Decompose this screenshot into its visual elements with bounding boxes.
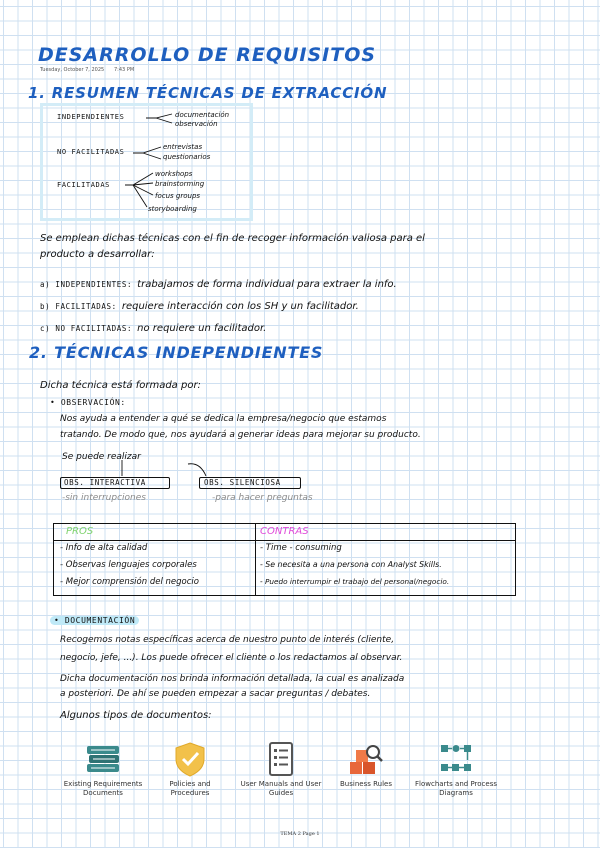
se-puede-realizar: Se puede realizar [62, 452, 141, 462]
observacion-line: tratando. De modo que, nos ayudará a generar ideas para mejorar su producto. [60, 430, 421, 440]
contras-item: - Puedo interrumpir el trabajo del personal/negocio. [260, 577, 450, 586]
doc-type-caption: Existing Requirements Documents [63, 780, 143, 797]
pros-contras-table [53, 523, 516, 596]
item-a-text: trabajamos de forma individual para extraer la info. [137, 279, 397, 290]
arrow-icon [146, 112, 174, 126]
business-rules-icon [346, 740, 386, 778]
documentacion-label [50, 616, 139, 625]
summary-item: observación [175, 120, 218, 128]
doc-type-card [62, 740, 144, 820]
contras-item: - Se necesita a una persona con Analyst Skills. [260, 560, 442, 569]
tipos-intro: Algunos tipos de documentos: [60, 710, 212, 721]
doc-type-card [410, 740, 502, 820]
observacion-line: Nos ayuda a entender a qué se dedica la empresa/negocio que estamos [60, 414, 387, 424]
contras-item: - Time - consuming [260, 543, 342, 553]
obs-silenciosa: OBS. SILENCIOSA [204, 478, 281, 487]
summary-item: questionarios [163, 153, 211, 161]
obs-interactiva-note: -sin interrupciones [62, 493, 146, 503]
shield-check-icon [170, 740, 210, 778]
table-header-rule [54, 540, 515, 541]
section1-heading: 1. RESUMEN TÉCNICAS DE EXTRACCIÓN [28, 84, 388, 102]
summary-no-facilitadas: NO FACILITADAS [57, 148, 125, 156]
obs-silenciosa-note: -para hacer preguntas [212, 493, 313, 503]
documentacion-line: Dicha documentación nos brinda información detallada, la cual es analizada [60, 674, 405, 684]
doc-type-card [236, 740, 326, 820]
documentacion-line: a posteriori. De ahí se pueden empezar a sacar preguntas / debates. [60, 689, 371, 699]
summary-item: documentación [175, 111, 230, 119]
observacion-label: • OBSERVACIÓN: [50, 398, 126, 407]
summary-item: storyboarding [148, 205, 197, 213]
summary-item: brainstorming [155, 180, 205, 188]
books-icon [83, 740, 123, 778]
intro-line: producto a desarrollar: [40, 249, 155, 260]
item-a [40, 272, 397, 291]
pros-item: - Mejor comprensión del negocio [60, 577, 199, 587]
section2-intro: Dicha técnica está formada por: [40, 380, 201, 391]
summary-facilitadas: FACILITADAS [57, 181, 110, 189]
summary-item: focus groups [155, 192, 201, 200]
note-time: 7:43 PM [114, 67, 135, 73]
summary-item: workshops [155, 170, 193, 178]
doc-type-caption: Business Rules [340, 780, 392, 788]
contras-header: CONTRAS [260, 526, 309, 537]
intro-line: Se emplean dichas técnicas con el fin de recoger información valiosa para el [40, 233, 425, 244]
item-b-text: requiere interacción con los SH y un facilitador. [121, 301, 359, 312]
item-b [40, 294, 359, 313]
page-title: DESARROLLO DE REQUISITOS [38, 44, 377, 66]
doc-type-card [326, 740, 406, 820]
summary-independientes: INDEPENDIENTES [57, 113, 125, 121]
doc-type-caption: User Manuals and User Guides [240, 780, 322, 797]
doc-type-card [150, 740, 230, 820]
manual-list-icon [261, 740, 301, 778]
item-c [40, 316, 266, 335]
page-footer: TEMA 2 Page 1 [280, 831, 320, 837]
documentacion-line: Recogemos notas específicas acerca de nuestro punto de interés (cliente, [60, 635, 395, 645]
item-b-label: b) FACILITADAS: [40, 302, 117, 311]
doc-type-caption: Policies and Procedures [169, 780, 211, 797]
pros-item: - Observas lenguajes corporales [60, 560, 197, 570]
note-date: Tuesday, October 7, 2025 [40, 67, 105, 73]
section2-heading: 2. TÉCNICAS INDEPENDIENTES [29, 343, 324, 362]
documentacion-line: negocio, jefe, ...). Los puede ofrecer el cliente o los redactamos al observar. [60, 653, 403, 663]
obs-interactiva: OBS. INTERACTIVA [64, 478, 146, 487]
item-c-text: no requiere un facilitador. [137, 323, 267, 334]
table-divider [255, 524, 256, 595]
pros-header: PROS [66, 526, 94, 537]
pros-item: - Info de alta calidad [60, 543, 148, 553]
arrow-icon [133, 145, 163, 161]
item-a-label: a) INDEPENDIENTES: [40, 280, 133, 289]
item-c-label: c) NO FACILITADAS: [40, 324, 133, 333]
summary-item: entrevistas [163, 143, 203, 151]
doc-type-caption: Flowcharts and Process Diagrams [415, 780, 497, 797]
documentacion-label-text: • DOCUMENTACIÓN [50, 616, 139, 625]
flowchart-icon [436, 740, 476, 778]
